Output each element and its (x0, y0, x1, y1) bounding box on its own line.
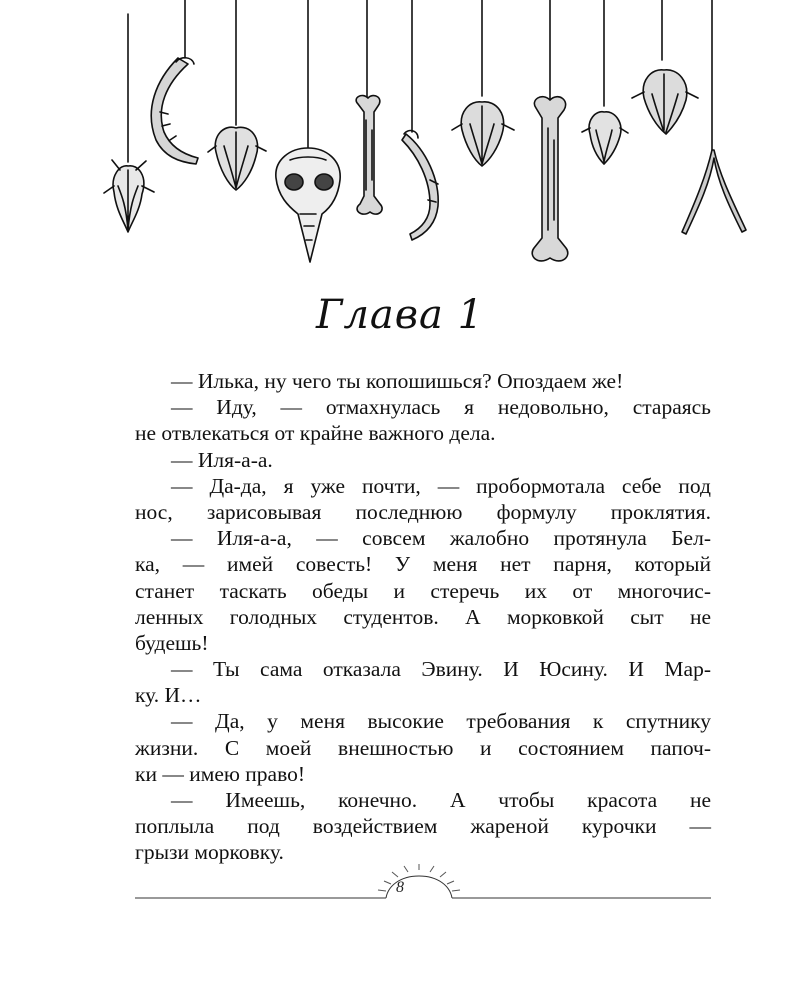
rib-bone-icon (402, 0, 438, 240)
dried-flower-icon (582, 0, 628, 164)
text-line: — Иду, — отмахнулась я недовольно, стараясь (171, 395, 711, 420)
text-line: ка, — имей совесть! У меня нет парня, который (135, 552, 711, 577)
chapter-body-text (135, 368, 711, 866)
text-line: будешь! (135, 630, 209, 655)
text-line: — Имеешь, конечно. А чтобы красота не (171, 788, 711, 812)
text-line: — Иля-а-а. (171, 447, 273, 472)
text-line: грызи морковку. (135, 840, 284, 865)
page-number: 8 (396, 879, 404, 896)
dried-flower-icon (104, 14, 154, 232)
text-line: — Да, у меня высокие требования к спутнику (171, 709, 711, 734)
text-line: нос, зарисовывая последнюю формулу проклятия. (135, 499, 711, 524)
text-line: не отвлекаться от крайне важного дела. (135, 421, 496, 446)
text-line: — Да-да, я уже почти, — пробормотала себе под (171, 473, 711, 498)
dried-flower-icon (632, 0, 698, 134)
text-line: — Ты сама отказала Эвину. И Юсину. И Мар- (171, 657, 711, 682)
text-line: ку. И… (135, 683, 202, 708)
wishbone-icon (682, 0, 746, 234)
dried-flower-icon (452, 0, 514, 166)
rib-bone-icon (151, 0, 198, 164)
text-line: ки — имею право! (135, 761, 306, 786)
text-line: станет таскать обеды и стеречь их от многочис- (135, 578, 711, 603)
text-line: ленных голодных студентов. А морковкой сыт не (135, 604, 711, 629)
long-bone-icon (532, 0, 568, 261)
text-line: — Иля-а-а, — совсем жалобно протянула Бел- (171, 526, 711, 551)
hanging-ornaments-illustration (0, 0, 800, 280)
bird-skull-icon (276, 0, 340, 262)
text-line: поплыла под воздействием жареной курочки — (135, 814, 711, 839)
text-line: жизни. С моей внешностью и состоянием папоч- (135, 735, 711, 760)
long-bone-icon (356, 0, 382, 214)
dried-flower-icon (208, 0, 266, 190)
text-line: — Илька, ну чего ты копошишься? Опоздаем же! (171, 369, 624, 393)
chapter-title: Глава 1 (315, 292, 485, 338)
